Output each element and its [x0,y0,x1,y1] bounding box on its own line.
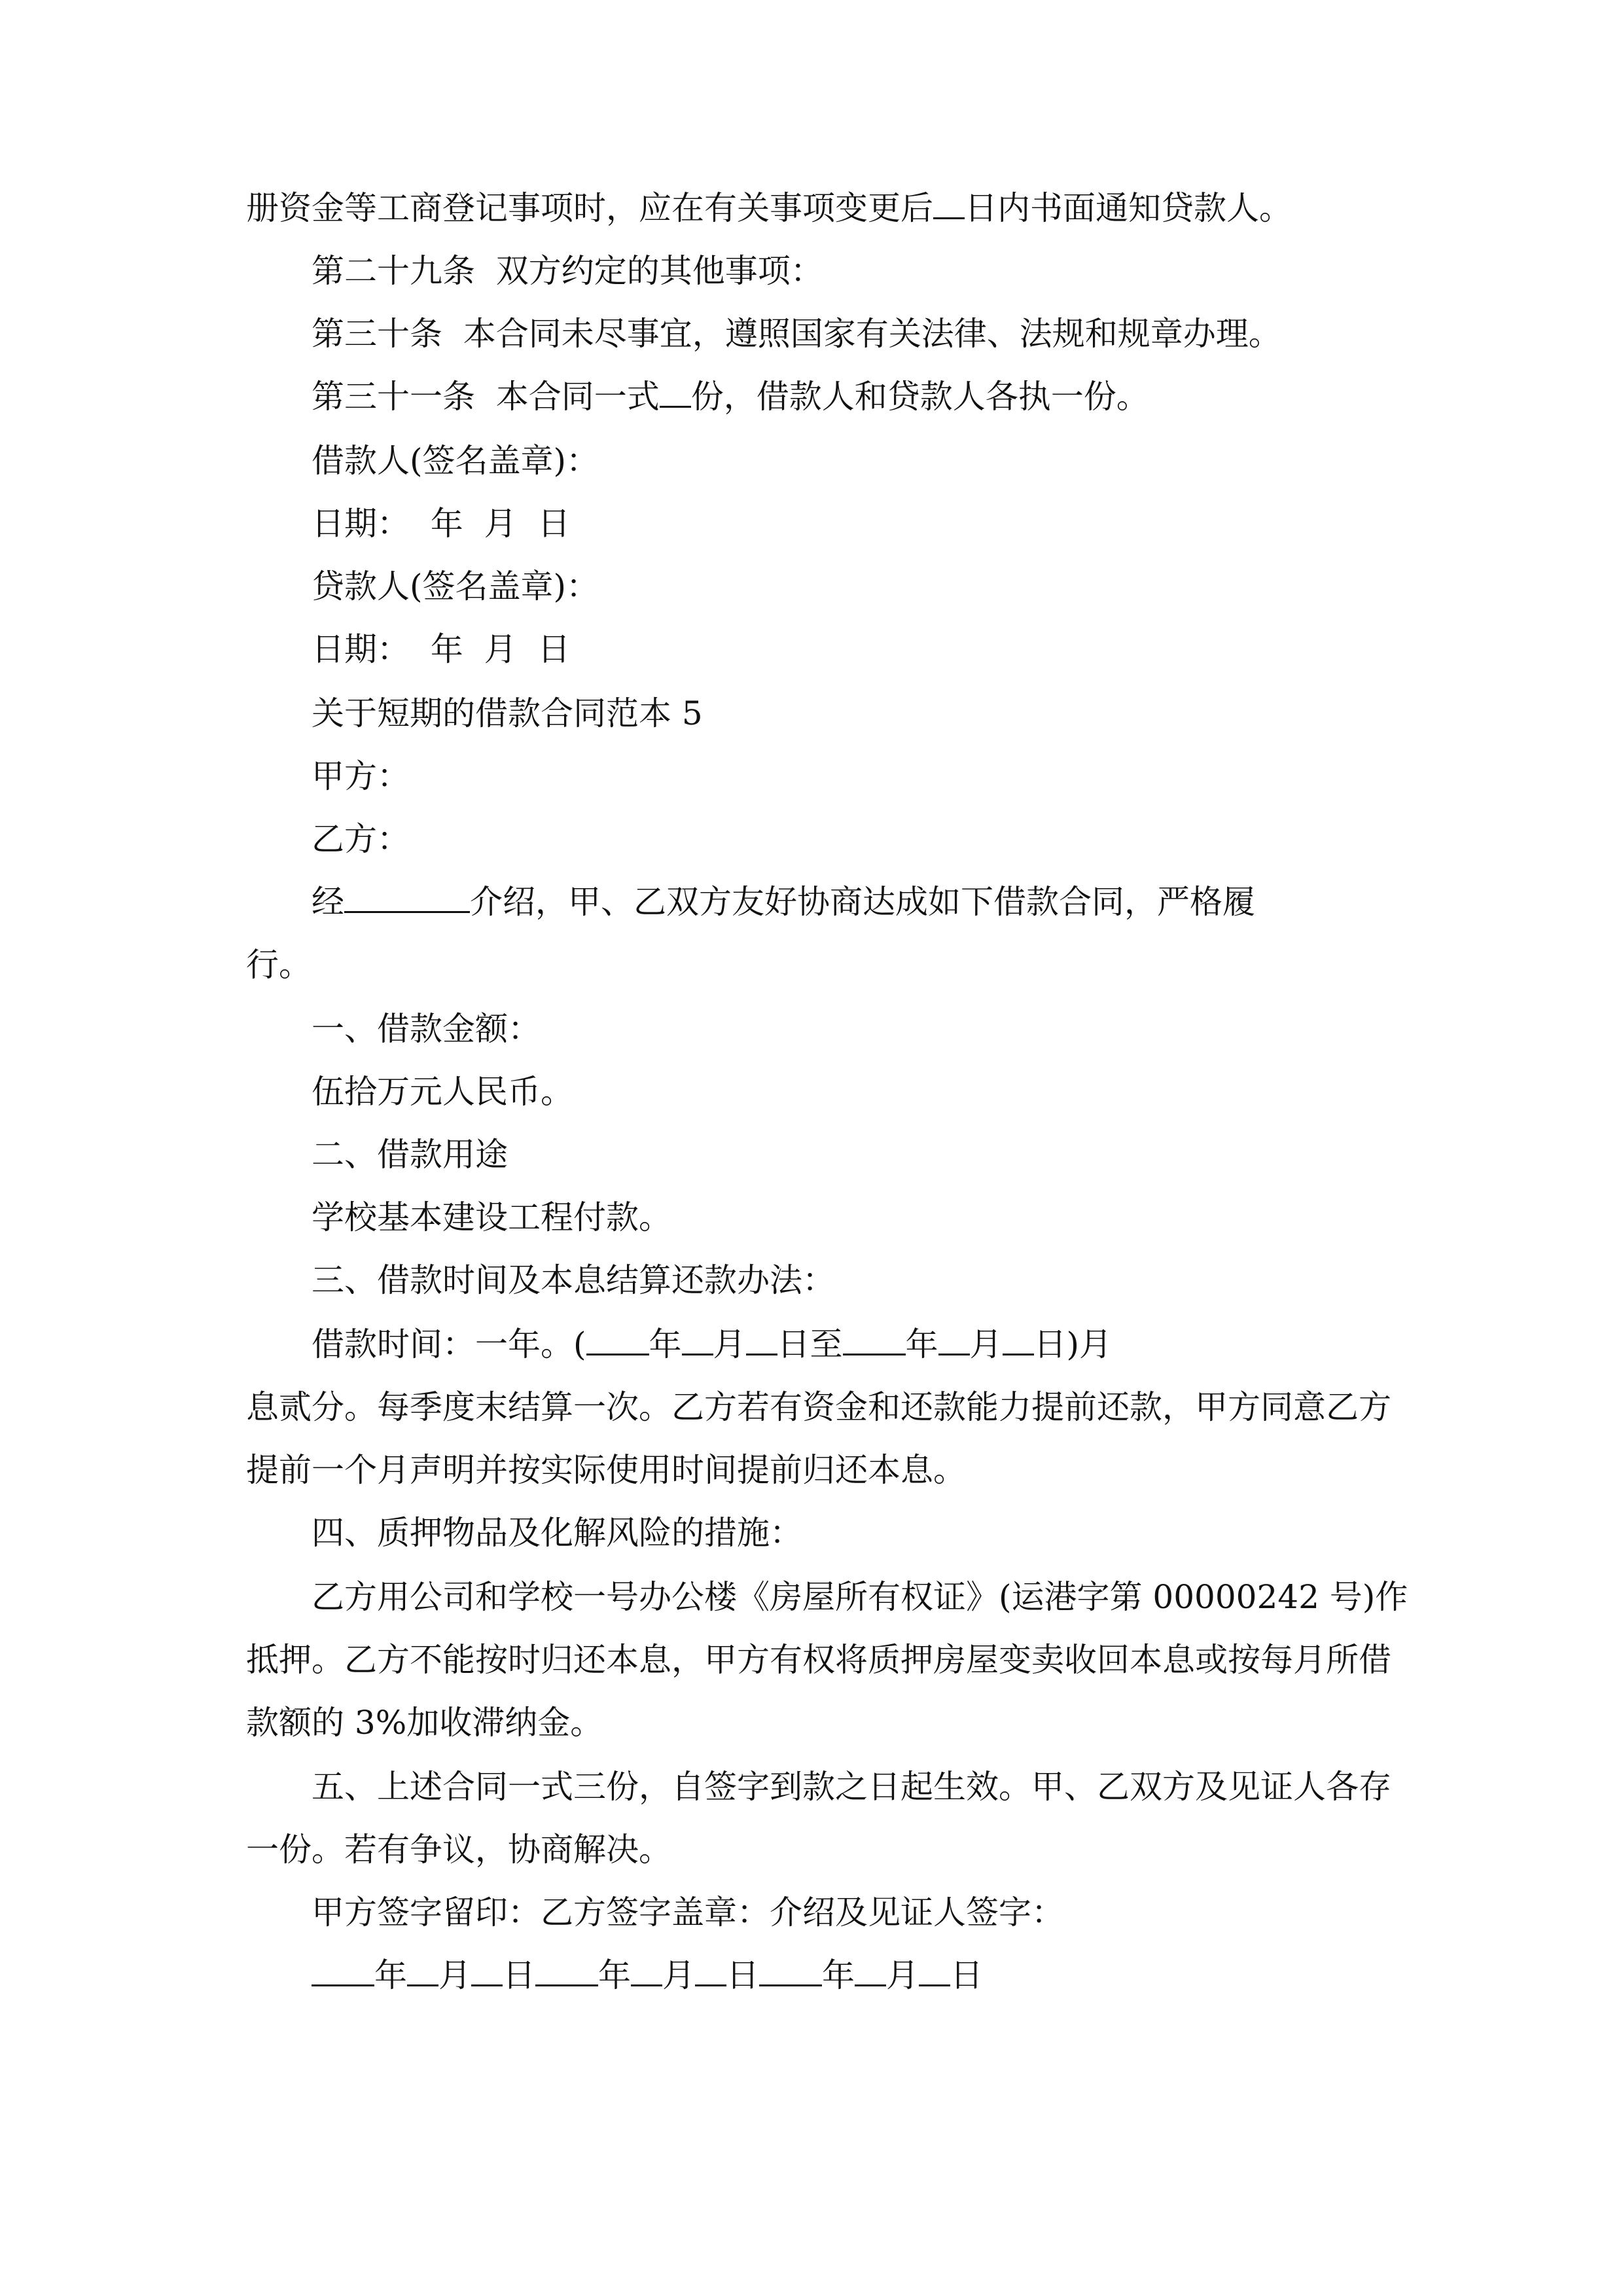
text-line-l23 [312,1577,1408,1617]
line-text: 五、上述合同一式三份，自签字到款之日起生效。甲、乙双方及见证人各存 [312,1768,1391,1806]
line-text: 日内书面通知贷款人。 [965,189,1292,227]
text-line-l29 [312,1956,983,1995]
fill-in-blank[interactable] [843,1327,906,1355]
text-line-l05 [312,441,599,480]
text-line-l28 [312,1893,1064,1932]
text-line-l18 [312,1261,835,1300]
fill-in-blank[interactable] [695,1958,726,1986]
line-text: 年 [649,1325,682,1363]
text-line-l14 [312,1009,541,1049]
fill-in-blank[interactable] [660,380,691,408]
text-line-l20 [246,1388,1391,1427]
fill-in-blank[interactable] [535,1958,598,1986]
line-text: 抵押。乙方不能按时归还本息，甲方有权将质押房屋变卖收回本息或按每月所借 [246,1641,1391,1679]
line-text: 甲方签字留印：乙方签字盖章：介绍及见证人签字： [312,1893,1064,1931]
text-line-l11 [312,819,410,859]
line-text: 乙方： [312,820,410,858]
line-text: 一份。若有争议，协商解决。 [246,1831,671,1869]
fill-in-blank[interactable] [631,1958,662,1986]
line-text: 经 [312,883,344,921]
line-text: 月 [969,1325,1003,1363]
line-text: 月 [713,1325,746,1363]
line-text: 日期： 年 月 日 [312,630,571,668]
line-text: 息贰分。每季度末结算一次。乙方若有资金和还款能力提前还款，甲方同意乙方 [246,1388,1391,1426]
text-line-l24 [246,1640,1391,1679]
text-line-l13 [246,945,312,984]
text-line-l21 [246,1450,966,1490]
line-text: 第二十九条 双方约定的其他事项： [312,252,823,290]
text-line-l25 [246,1703,603,1742]
line-text: 年 [598,1956,631,1994]
text-line-l07 [312,567,599,606]
line-text: 款额的 3%加收滞纳金。 [246,1704,603,1742]
text-line-l01 [246,188,1292,228]
line-text: 介绍，甲、乙双方友好协商达成如下借款合同，严格履 [470,883,1255,921]
text-line-l06 [312,504,570,543]
fill-in-blank[interactable] [586,1327,649,1355]
fill-in-blank[interactable] [312,1958,374,1986]
text-line-l19 [312,1325,1112,1364]
fill-in-blank[interactable] [344,885,470,913]
fill-in-blank[interactable] [759,1958,822,1986]
text-line-l09 [312,694,703,733]
text-line-l04 [312,377,1149,416]
line-text: 第三十一条 本合同一式 [312,378,660,416]
line-text: 二、借款用途 [312,1136,508,1174]
line-text: 第三十条 本合同未尽事宜，遵照国家有关法律、法规和规章办理。 [312,315,1281,353]
line-text: 提前一个月声明并按实际使用时间提前归还本息。 [246,1451,966,1489]
line-text: 月 [886,1956,919,1994]
line-text: 份，借款人和贷款人各执一份。 [690,378,1149,416]
line-text: 月 [662,1956,695,1994]
line-text: 贷款人(签名盖章)： [312,567,599,605]
line-text: 年 [374,1956,407,1994]
text-line-l16 [312,1135,508,1174]
line-text: 日期： 年 月 日 [312,505,571,543]
line-text: 关于短期的借款合同范本 5 [312,694,703,732]
fill-in-blank[interactable] [938,1327,970,1355]
fill-in-blank[interactable] [855,1958,886,1986]
fill-in-blank[interactable] [471,1958,503,1986]
line-text: 借款人(签名盖章)： [312,442,599,480]
text-line-l08 [312,630,570,669]
fill-in-blank[interactable] [1003,1327,1034,1355]
text-line-l17 [312,1198,671,1237]
line-text: 四、质押物品及化解风险的措施： [312,1514,802,1552]
fill-in-blank[interactable] [919,1958,950,1986]
line-text: 借款时间：一年。( [312,1325,586,1363]
text-line-l10 [312,757,410,796]
line-text: 乙方用公司和学校一号办公楼《房屋所有权证》(运港字第 00000242 号)作 [312,1578,1408,1616]
fill-in-blank[interactable] [746,1327,777,1355]
text-line-l15 [312,1072,573,1111]
line-text: 册资金等工商登记事项时，应在有关事项变更后 [246,189,933,227]
line-text: 行。 [246,946,312,984]
line-text: 日 [726,1956,759,1994]
text-line-l26 [312,1767,1391,1806]
line-text: 学校基本建设工程付款。 [312,1198,671,1236]
line-text: 三、借款时间及本息结算还款办法： [312,1261,835,1299]
line-text: 一、借款金额： [312,1010,541,1048]
text-line-l12 [312,882,1255,922]
fill-in-blank[interactable] [933,191,965,219]
line-text: 日 [950,1956,983,1994]
text-line-l22 [312,1513,802,1552]
fill-in-blank[interactable] [682,1327,713,1355]
line-text: 日)月 [1033,1325,1113,1363]
line-text: 日 [503,1956,535,1994]
line-text: 月 [438,1956,471,1994]
line-text: 年 [822,1956,855,1994]
line-text: 年 [905,1325,938,1363]
line-text: 日至 [777,1325,843,1363]
line-text: 伍拾万元人民币。 [312,1073,573,1111]
text-line-l03 [312,314,1281,353]
line-text: 甲方： [312,757,410,795]
fill-in-blank[interactable] [407,1958,438,1986]
text-line-l02 [312,251,823,291]
text-line-l27 [246,1830,671,1869]
